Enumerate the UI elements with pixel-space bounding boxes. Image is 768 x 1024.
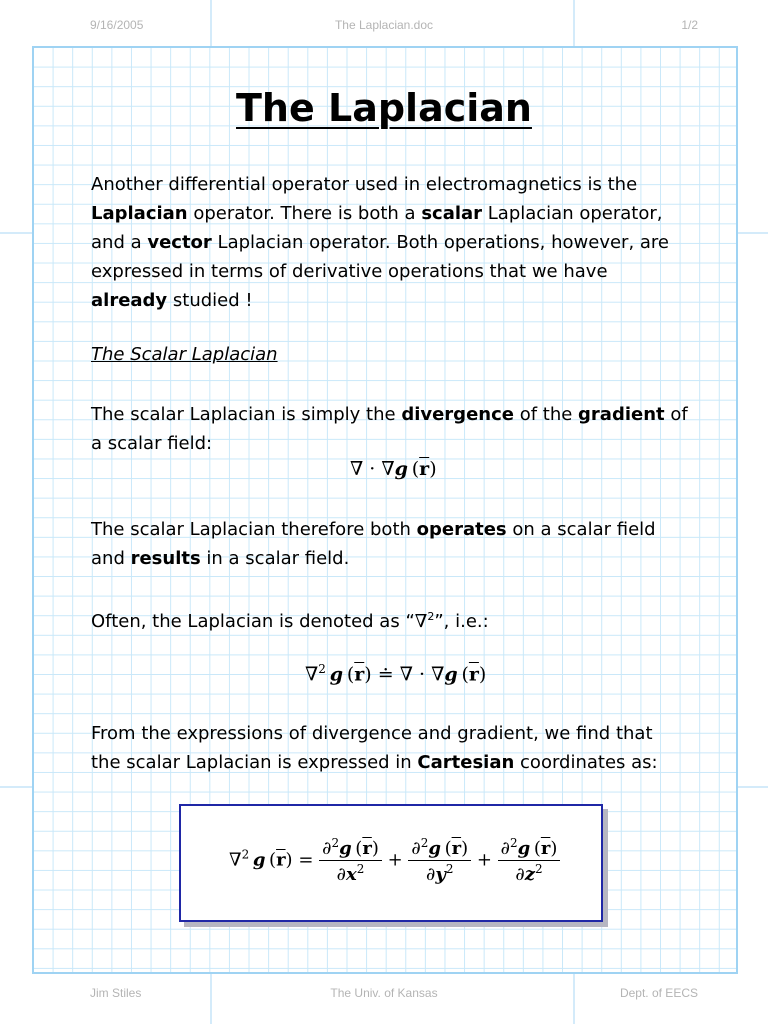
cartesian-equation-box <box>179 804 603 922</box>
grid-rule <box>738 786 768 788</box>
grid-rule <box>210 0 212 46</box>
section-heading: The Scalar Laplacian <box>91 344 278 365</box>
grid-rule <box>0 232 32 234</box>
footer-department: Dept. of EECS <box>619 986 698 1000</box>
cartesian-paragraph: From the expressions of divergence and gradient, we find that the scalar Laplacian is expressed in Cartesian coordinates as: <box>91 723 658 773</box>
header-date: 9/16/2005 <box>90 18 144 32</box>
grid-rule <box>0 786 32 788</box>
fraction-x: $\frac{\partial^2g (\overline{r})}{\partial x^2}$ <box>319 836 382 885</box>
equation-cartesian-laplacian: ∇$^2$ g $(\overline{r})$ = $\frac{\partial^2g (\overline{r})}{\partial x^2}$ + $\frac{\partial^2g (\overline{r})}{\partial y^2}$ + $\frac{\partial^2g (\overline{r})}{\partial z^2}$ <box>229 836 560 885</box>
fraction-y: $\frac{\partial^2g (\overline{r})}{\partial y^2}$ <box>408 836 471 885</box>
header-filename: The Laplacian.doc <box>334 18 434 32</box>
notation-paragraph: Often, the Laplacian is denoted as “∇$^2$”, i.e.: <box>91 610 489 632</box>
intro-paragraph: Another differential operator used in electromagnetics is the Laplacian operator. There is both a scalar Laplacian operator, and a vector Laplacian operator. Both operations, however, are expressed in terms of derivative operations that we have already studied ! <box>91 174 670 311</box>
fraction-z: $\frac{\partial^2g (\overline{r})}{\partial z^2}$ <box>498 836 561 885</box>
footer-institution: The Univ. of Kansas <box>330 986 438 1000</box>
equation-div-grad: ∇ · ∇g $(\overline{r})$ <box>350 458 437 480</box>
operates-paragraph: The scalar Laplacian therefore both operates on a scalar field and results in a scalar field. <box>91 519 656 569</box>
page-title: The Laplacian <box>236 86 532 130</box>
equation-laplacian-definition: ∇$^2$ g $(\overline{r})$ ≐ ∇ · ∇g $(\overline{r})$ <box>305 662 487 686</box>
grid-rule <box>738 232 768 234</box>
divergence-paragraph: The scalar Laplacian is simply the divergence of the gradient of a scalar field: <box>91 404 688 454</box>
footer-author: Jim Stiles <box>90 986 142 1000</box>
grid-rule <box>573 0 575 46</box>
header-page-number: 1/2 <box>681 18 698 32</box>
